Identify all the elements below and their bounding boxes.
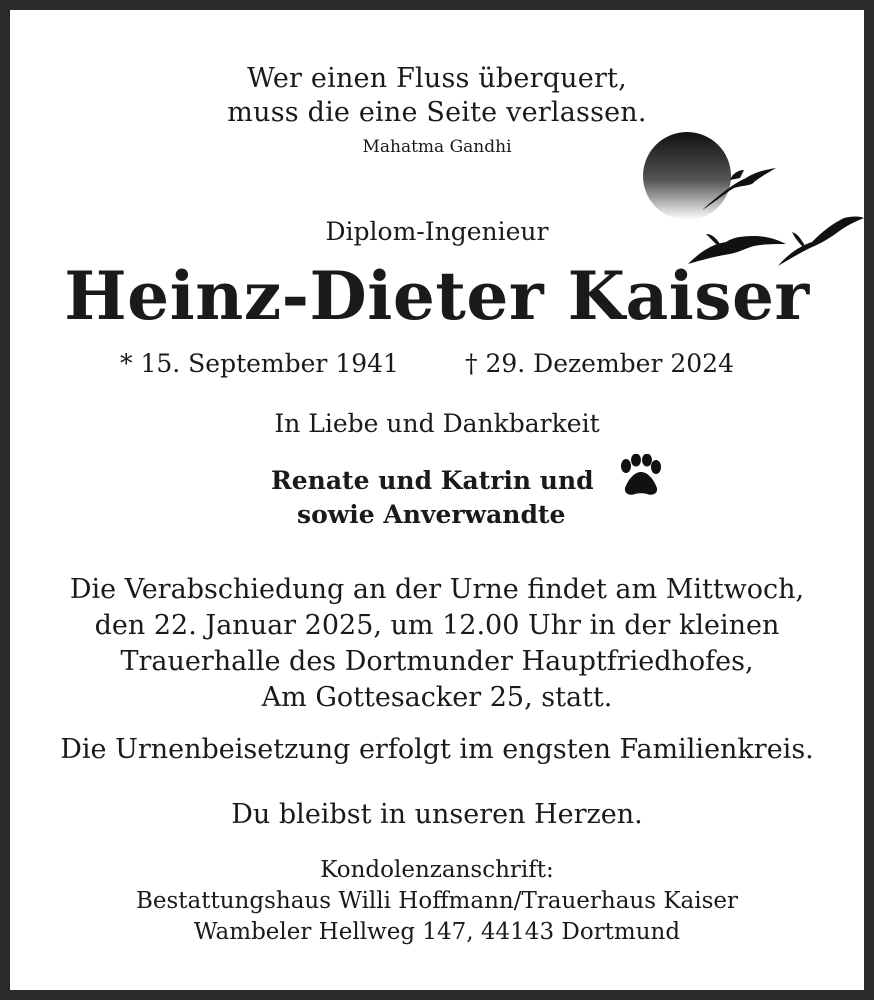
condolence-address [10, 855, 864, 948]
ceremony-line-3: Trauerhalle des Dortmunder Hauptfriedhofes, [120, 646, 754, 677]
closing-line: Du bleibst in unseren Herzen. [231, 799, 643, 830]
condolence-heading: Kondolenzanschrift: [320, 857, 554, 883]
ceremony-info [10, 572, 864, 716]
quote-author: Mahatma Gandhi [362, 137, 512, 157]
mourners-list [250, 464, 650, 532]
burial-info: Die Urnenbeisetzung erfolgt im engsten Familienkreis. [60, 734, 814, 765]
mourners-intro: In Liebe und Dankbarkeit [274, 409, 600, 438]
deceased-name: Heinz-Dieter Kaiser [64, 257, 810, 335]
academic-title: Diplom-Ingenieur [325, 217, 549, 246]
obituary-card [10, 10, 864, 990]
death-date: † 29. Dezember 2024 [465, 349, 734, 378]
mourners-line-1: Renate und Katrin und [271, 466, 594, 495]
birth-date: * 15. September 1941 [120, 349, 399, 378]
mourners-line-2: sowie Anverwandte [297, 500, 566, 529]
condolence-line-2: Wambeler Hellweg 147, 44143 Dortmund [193, 919, 681, 945]
ceremony-line-1: Die Verabschiedung an der Urne findet am Mittwoch, [69, 574, 805, 605]
quote-line-1: Wer einen Fluss überquert, [247, 63, 627, 94]
quote-line-2: muss die eine Seite verlassen. [227, 97, 647, 128]
ceremony-line-4: Am Gottesacker 25, statt. [261, 682, 613, 713]
moon-and-birds-icon [620, 114, 864, 274]
ceremony-line-2: den 22. Januar 2025, um 12.00 Uhr in der kleinen [94, 610, 780, 641]
paw-print-icon [616, 454, 662, 498]
condolence-line-1: Bestattungshaus Willi Hoffmann/Trauerhaus Kaiser [135, 888, 739, 914]
